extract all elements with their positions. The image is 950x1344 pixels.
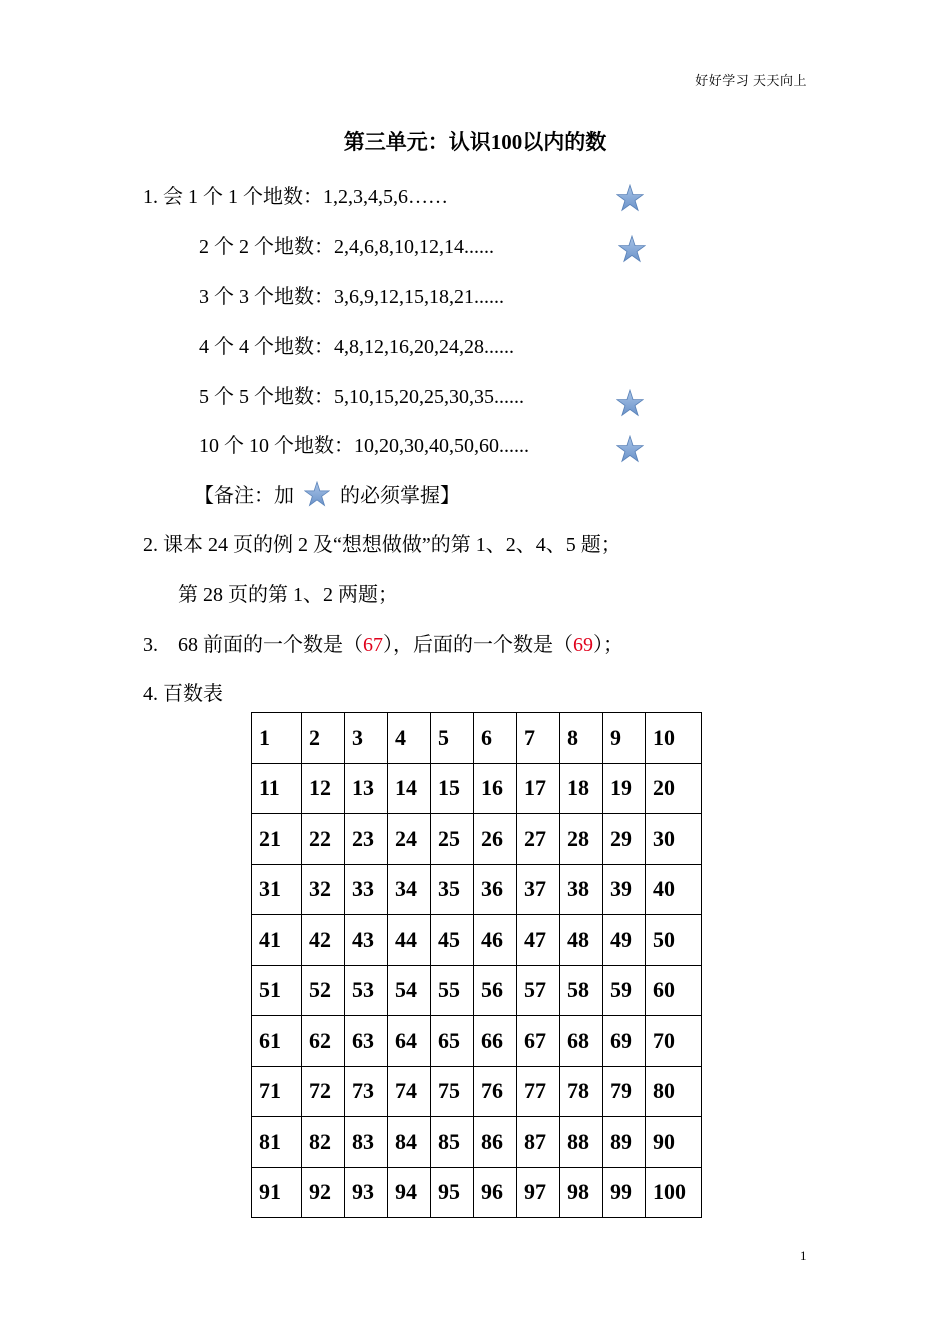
table-cell: 19 — [603, 763, 646, 814]
star-icon — [616, 435, 644, 463]
table-cell: 87 — [517, 1117, 560, 1168]
hundred-chart-table — [251, 712, 702, 1218]
table-cell: 32 — [302, 864, 345, 915]
table-cell: 45 — [431, 915, 474, 966]
table-cell: 41 — [252, 915, 302, 966]
table-cell: 4 — [388, 713, 431, 764]
table-cell: 61 — [252, 1016, 302, 1067]
star-icon — [616, 184, 644, 212]
table-row — [252, 965, 702, 1016]
table-cell: 26 — [474, 814, 517, 865]
table-cell: 83 — [345, 1117, 388, 1168]
table-cell: 36 — [474, 864, 517, 915]
table-cell: 38 — [560, 864, 603, 915]
table-cell: 2 — [302, 713, 345, 764]
count-by-3-line: 3 个 3 个地数：3,6,9,12,15,18,21...... — [199, 286, 504, 308]
table-cell: 98 — [560, 1167, 603, 1218]
table-cell: 24 — [388, 814, 431, 865]
page-number: 1 — [800, 1248, 807, 1263]
table-cell: 81 — [252, 1117, 302, 1168]
table-cell: 1 — [252, 713, 302, 764]
table-row — [252, 1066, 702, 1117]
table-cell: 43 — [345, 915, 388, 966]
table-cell: 7 — [517, 713, 560, 764]
answer-after: 69 — [573, 634, 593, 656]
table-cell: 88 — [560, 1117, 603, 1168]
neighbors-question — [143, 628, 623, 657]
table-cell: 8 — [560, 713, 603, 764]
table-cell: 90 — [646, 1117, 702, 1168]
table-cell: 58 — [560, 965, 603, 1016]
table-cell: 42 — [302, 915, 345, 966]
table-cell: 67 — [517, 1016, 560, 1067]
table-cell: 30 — [646, 814, 702, 865]
table-row — [252, 1167, 702, 1218]
table-cell: 95 — [431, 1167, 474, 1218]
table-cell: 71 — [252, 1066, 302, 1117]
table-cell: 34 — [388, 864, 431, 915]
table-cell: 91 — [252, 1167, 302, 1218]
count-by-10-line: 10 个 10 个地数：10,20,30,40,50,60...... — [199, 435, 529, 457]
question-prefix: 3. 68 前面的一个数是（ — [143, 634, 363, 656]
table-cell: 80 — [646, 1066, 702, 1117]
table-cell: 33 — [345, 864, 388, 915]
table-cell: 82 — [302, 1117, 345, 1168]
table-cell: 53 — [345, 965, 388, 1016]
page-header: 好好学习 天天向上 — [695, 73, 807, 88]
table-cell: 46 — [474, 915, 517, 966]
table-cell: 25 — [431, 814, 474, 865]
table-cell: 70 — [646, 1016, 702, 1067]
table-cell: 76 — [474, 1066, 517, 1117]
table-cell: 99 — [603, 1167, 646, 1218]
table-row — [252, 814, 702, 865]
table-cell: 64 — [388, 1016, 431, 1067]
textbook-exercise-line-2: 第 28 页的第 1、2 两题； — [178, 584, 398, 606]
note — [194, 479, 460, 508]
table-cell: 69 — [603, 1016, 646, 1067]
table-cell: 40 — [646, 864, 702, 915]
table-cell: 89 — [603, 1117, 646, 1168]
table-cell: 77 — [517, 1066, 560, 1117]
table-cell: 56 — [474, 965, 517, 1016]
note-prefix: 【备注：加 — [194, 485, 294, 507]
table-cell: 55 — [431, 965, 474, 1016]
table-cell: 54 — [388, 965, 431, 1016]
table-cell: 79 — [603, 1066, 646, 1117]
table-cell: 72 — [302, 1066, 345, 1117]
note-suffix: 的必须掌握】 — [340, 485, 460, 507]
table-cell: 20 — [646, 763, 702, 814]
table-cell: 74 — [388, 1066, 431, 1117]
table-cell: 92 — [302, 1167, 345, 1218]
table-cell: 35 — [431, 864, 474, 915]
table-row — [252, 1016, 702, 1067]
table-cell: 37 — [517, 864, 560, 915]
table-cell: 100 — [646, 1167, 702, 1218]
table-cell: 59 — [603, 965, 646, 1016]
table-cell: 13 — [345, 763, 388, 814]
table-cell: 52 — [302, 965, 345, 1016]
table-cell: 48 — [560, 915, 603, 966]
table-cell: 31 — [252, 864, 302, 915]
count-by-5-line: 5 个 5 个地数：5,10,15,20,25,30,35...... — [199, 386, 524, 408]
table-row — [252, 915, 702, 966]
star-icon — [616, 389, 644, 417]
table-cell: 51 — [252, 965, 302, 1016]
table-cell: 27 — [517, 814, 560, 865]
star-icon — [304, 481, 330, 507]
answer-before: 67 — [363, 634, 383, 656]
question-suffix: ）； — [593, 634, 623, 656]
question-middle: ），后面的一个数是（ — [383, 634, 573, 656]
table-cell: 11 — [252, 763, 302, 814]
table-cell: 18 — [560, 763, 603, 814]
table-row — [252, 713, 702, 764]
table-cell: 97 — [517, 1167, 560, 1218]
table-cell: 12 — [302, 763, 345, 814]
table-cell: 85 — [431, 1117, 474, 1168]
table-row — [252, 864, 702, 915]
table-cell: 21 — [252, 814, 302, 865]
table-cell: 86 — [474, 1117, 517, 1168]
table-cell: 44 — [388, 915, 431, 966]
table-cell: 84 — [388, 1117, 431, 1168]
table-cell: 39 — [603, 864, 646, 915]
table-cell: 57 — [517, 965, 560, 1016]
table-cell: 9 — [603, 713, 646, 764]
table-cell: 14 — [388, 763, 431, 814]
table-cell: 29 — [603, 814, 646, 865]
count-by-1-line: 1. 会 1 个 1 个地数：1,2,3,4,5,6…… — [143, 186, 448, 208]
table-cell: 28 — [560, 814, 603, 865]
table-cell: 94 — [388, 1167, 431, 1218]
table-cell: 75 — [431, 1066, 474, 1117]
table-cell: 16 — [474, 763, 517, 814]
table-cell: 60 — [646, 965, 702, 1016]
table-cell: 96 — [474, 1167, 517, 1218]
table-row — [252, 763, 702, 814]
count-by-4-line: 4 个 4 个地数：4,8,12,16,20,24,28...... — [199, 336, 514, 358]
table-row — [252, 1117, 702, 1168]
table-cell: 93 — [345, 1167, 388, 1218]
table-cell: 49 — [603, 915, 646, 966]
table-cell: 3 — [345, 713, 388, 764]
count-by-2-line: 2 个 2 个地数：2,4,6,8,10,12,14...... — [199, 236, 494, 258]
table-cell: 47 — [517, 915, 560, 966]
table-cell: 62 — [302, 1016, 345, 1067]
hundred-chart-label: 4. 百数表 — [143, 683, 223, 705]
table-cell: 68 — [560, 1016, 603, 1067]
table-cell: 22 — [302, 814, 345, 865]
table-cell: 63 — [345, 1016, 388, 1067]
table-cell: 23 — [345, 814, 388, 865]
table-cell: 66 — [474, 1016, 517, 1067]
table-cell: 73 — [345, 1066, 388, 1117]
table-cell: 5 — [431, 713, 474, 764]
textbook-exercise-line: 2. 课本 24 页的例 2 及“想想做做”的第 1、2、4、5 题； — [143, 534, 621, 556]
table-cell: 50 — [646, 915, 702, 966]
table-cell: 15 — [431, 763, 474, 814]
table-cell: 17 — [517, 763, 560, 814]
table-cell: 6 — [474, 713, 517, 764]
table-cell: 78 — [560, 1066, 603, 1117]
page-title: 第三单元：认识100以内的数 — [343, 130, 607, 154]
star-icon — [618, 235, 646, 263]
table-cell: 65 — [431, 1016, 474, 1067]
table-cell: 10 — [646, 713, 702, 764]
